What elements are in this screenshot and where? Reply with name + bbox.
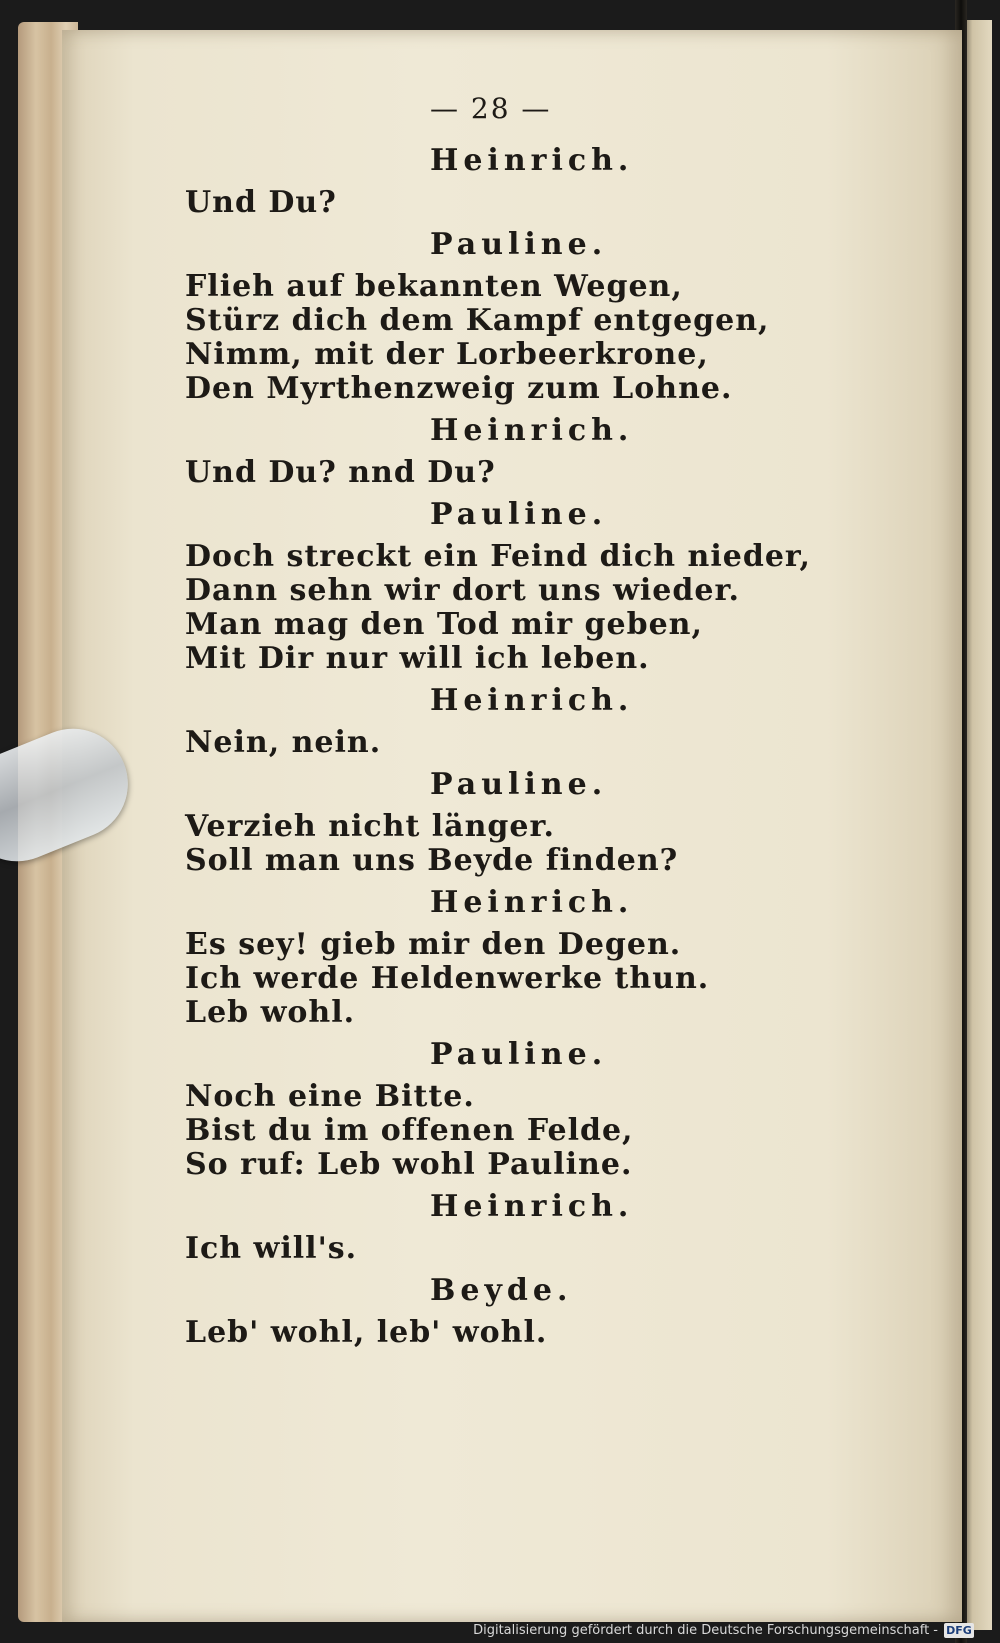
verse-line: Mit Dir nur will ich leben. [185, 641, 650, 676]
verse-line: Nein, nein. [185, 725, 382, 760]
dfg-logo: DFG [944, 1623, 974, 1638]
verse-line: Und Du? nnd Du? [185, 455, 496, 490]
verse-line: So ruf: Leb wohl Pauline. [185, 1147, 633, 1182]
verse-line: Doch streckt ein Feind dich nieder, [185, 539, 811, 574]
speaker-name: Heinrich. [430, 683, 634, 718]
speaker-name: Heinrich. [430, 413, 634, 448]
verse-line: Nimm, mit der Lorbeerkrone, [185, 337, 709, 372]
speaker-name: Heinrich. [430, 885, 634, 920]
verse-line: Soll man uns Beyde finden? [185, 843, 679, 878]
verse-line: Flieh auf bekannten Wegen, [185, 269, 683, 304]
footer-text: Digitalisierung gefördert durch die Deutsche Forschungsgemeinschaft - [473, 1622, 938, 1638]
verse-line: Verzieh nicht länger. [185, 809, 555, 844]
verse-line: Es sey! gieb mir den Degen. [185, 927, 682, 962]
speaker-name: Pauline. [430, 227, 608, 262]
speaker-name: Pauline. [430, 1037, 608, 1072]
dialogue [185, 136, 811, 1350]
page-text [185, 82, 811, 1350]
speaker-name: Heinrich. [430, 1189, 634, 1224]
verse-line: Ich werde Heldenwerke thun. [185, 961, 710, 996]
footer-credit [473, 1619, 974, 1641]
verse-line: Und Du? [185, 185, 337, 220]
verse-line: Bist du im offenen Felde, [185, 1113, 634, 1148]
page-number: — 28 — [430, 92, 552, 125]
verse-line: Noch eine Bitte. [185, 1079, 475, 1114]
verse-line: Leb' wohl, leb' wohl. [185, 1315, 548, 1350]
verse-line: Stürz dich dem Kampf entgegen, [185, 303, 770, 338]
speaker-name: Pauline. [430, 497, 608, 532]
verse-line: Leb wohl. [185, 995, 356, 1030]
verse-line: Ich will's. [185, 1231, 358, 1266]
speaker-name: Pauline. [430, 767, 608, 802]
verse-line: Den Myrthenzweig zum Lohne. [185, 371, 733, 406]
verse-line: Man mag den Tod mir geben, [185, 607, 703, 642]
speaker-name: Beyde. [430, 1273, 573, 1308]
speaker-name: Heinrich. [430, 143, 634, 178]
verse-line: Dann sehn wir dort uns wieder. [185, 573, 740, 608]
